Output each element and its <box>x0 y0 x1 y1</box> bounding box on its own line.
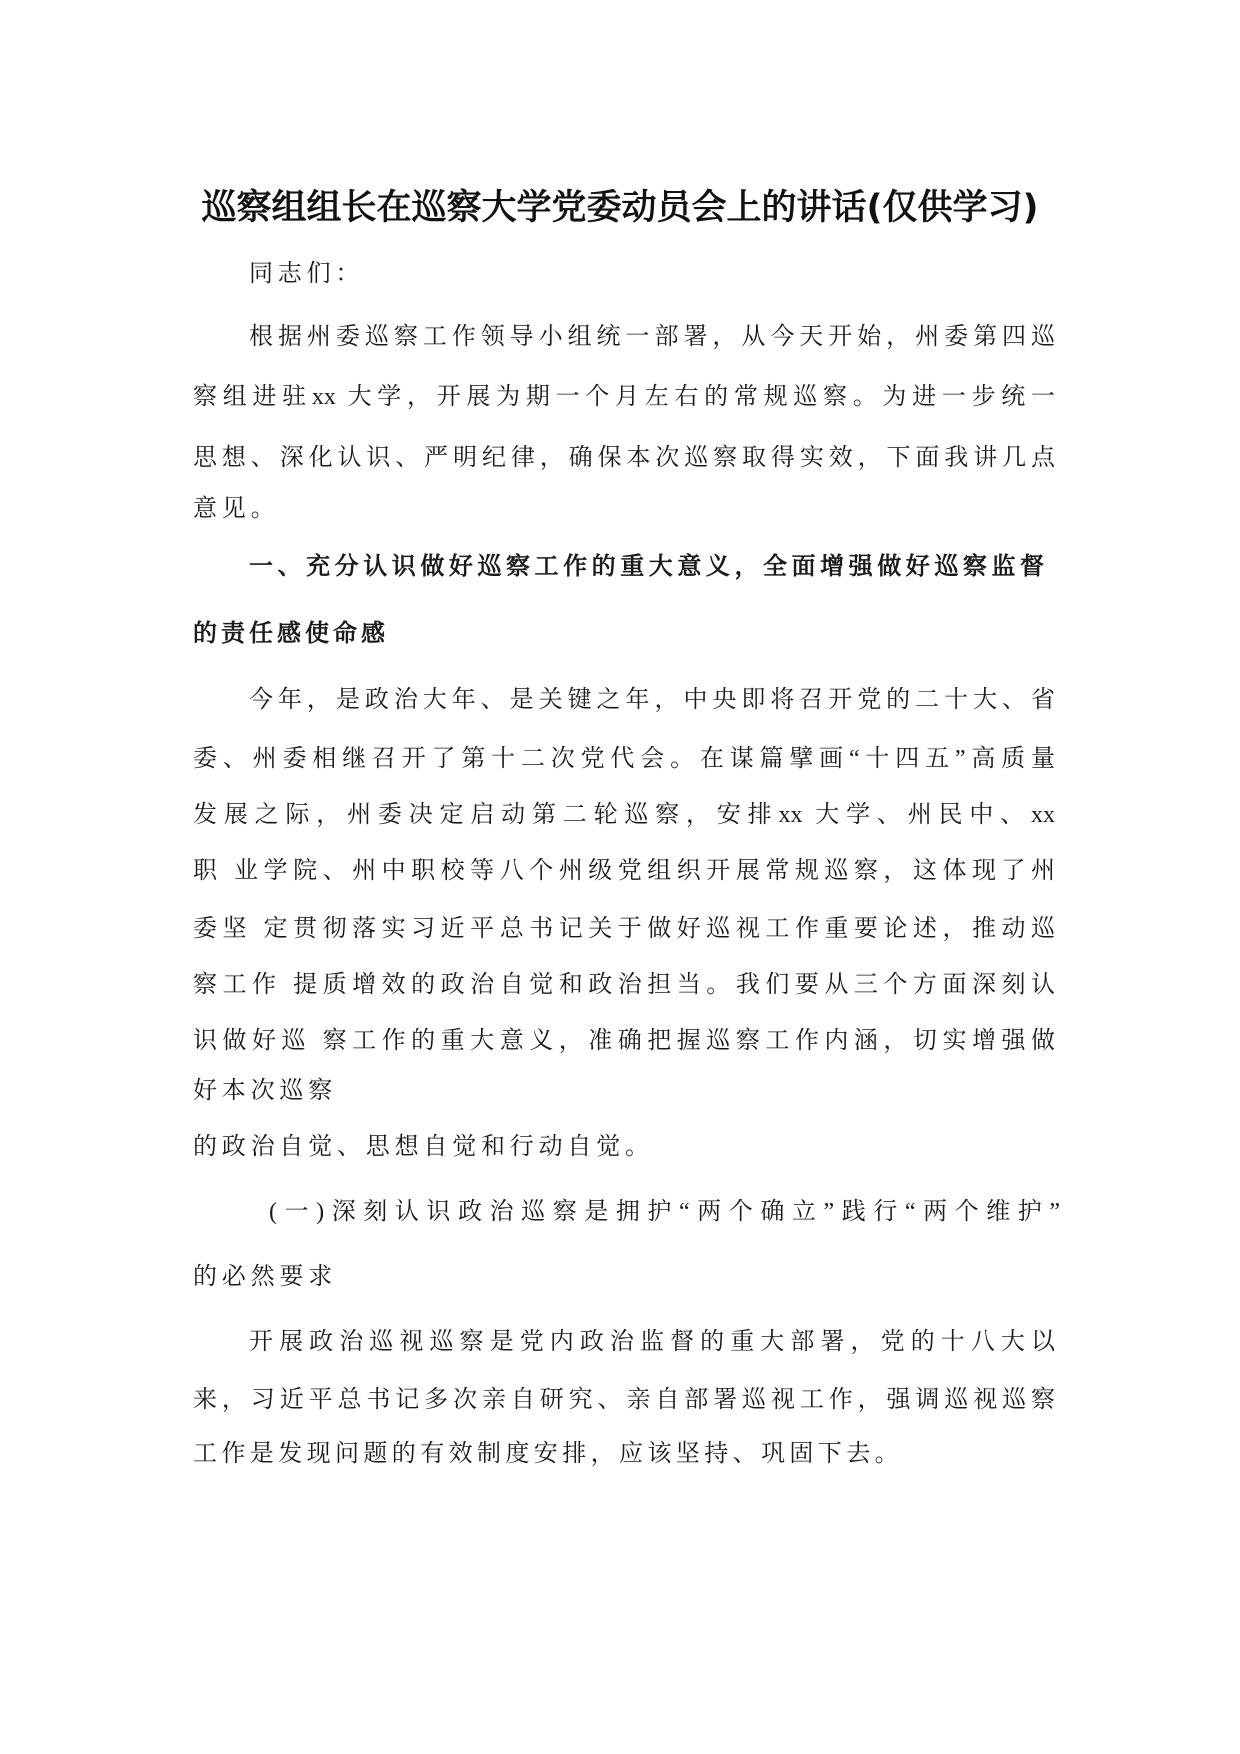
paragraph-line: 工作是发现问题的有效制度安排，应该坚持、巩固下去。 <box>193 1441 903 1467</box>
subsection-heading-line: 的必然要求 <box>193 1264 337 1290</box>
paragraph-line: 委坚 定贯彻落实习近平总书记关于做好巡视工作重要论述，推动巡 <box>193 916 1055 942</box>
paragraph-line: 识做好巡 察工作的重大意义，准确把握巡察工作内涵，切实增强做 <box>193 1028 1055 1054</box>
intro-line: 意见。 <box>193 496 280 522</box>
paragraph-line: 来，习近平总书记多次亲自研究、亲自部署巡视工作，强调巡视巡察 <box>193 1387 1055 1413</box>
section-heading-line: 一、充分认识做好巡察工作的重大意义，全面增强做好巡察监督 <box>249 554 1044 580</box>
paragraph-line: 职 业学院、州中职校等八个州级党组织开展常规巡察，这体现了州 <box>193 858 1055 884</box>
paragraph-line: 的政治自觉、思想自觉和行动自觉。 <box>193 1134 654 1160</box>
document-title: 巡察组组长在巡察大学党委动员会上的讲话(仅供学习) <box>201 188 1039 228</box>
paragraph-line: 今年，是政治大年、是关键之年，中央即将召开党的二十大、省 <box>249 687 1055 713</box>
intro-line: 察组进驻xx 大学，开展为期一个月左右的常规巡察。为进一步统一 <box>193 384 1055 410</box>
paragraph-line: 察工作 提质增效的政治自觉和政治担当。我们要从三个方面深刻认 <box>193 972 1055 998</box>
intro-line: 思想、深化认识、严明纪律，确保本次巡察取得实效，下面我讲几点 <box>193 445 1055 471</box>
paragraph-line: 开展政治巡视巡察是党内政治监督的重大部署，党的十八大以 <box>249 1329 1055 1355</box>
paragraph-line: 好本次巡察 <box>193 1078 337 1104</box>
intro-line: 根据州委巡察工作领导小组统一部署，从今天开始，州委第四巡 <box>249 324 1055 350</box>
subsection-heading-line: (一)深刻认识政治巡察是拥护“两个确立”践行“两个维护” <box>269 1199 1060 1225</box>
paragraph-line: 发展之际，州委决定启动第二轮巡察，安排xx 大学、州民中、xx <box>193 802 1055 828</box>
section-heading-line: 的责任感使命感 <box>193 621 389 647</box>
salutation: 同志们： <box>249 261 365 287</box>
paragraph-line: 委、州委相继召开了第十二次党代会。在谋篇擘画“十四五”高质量 <box>193 746 1055 772</box>
